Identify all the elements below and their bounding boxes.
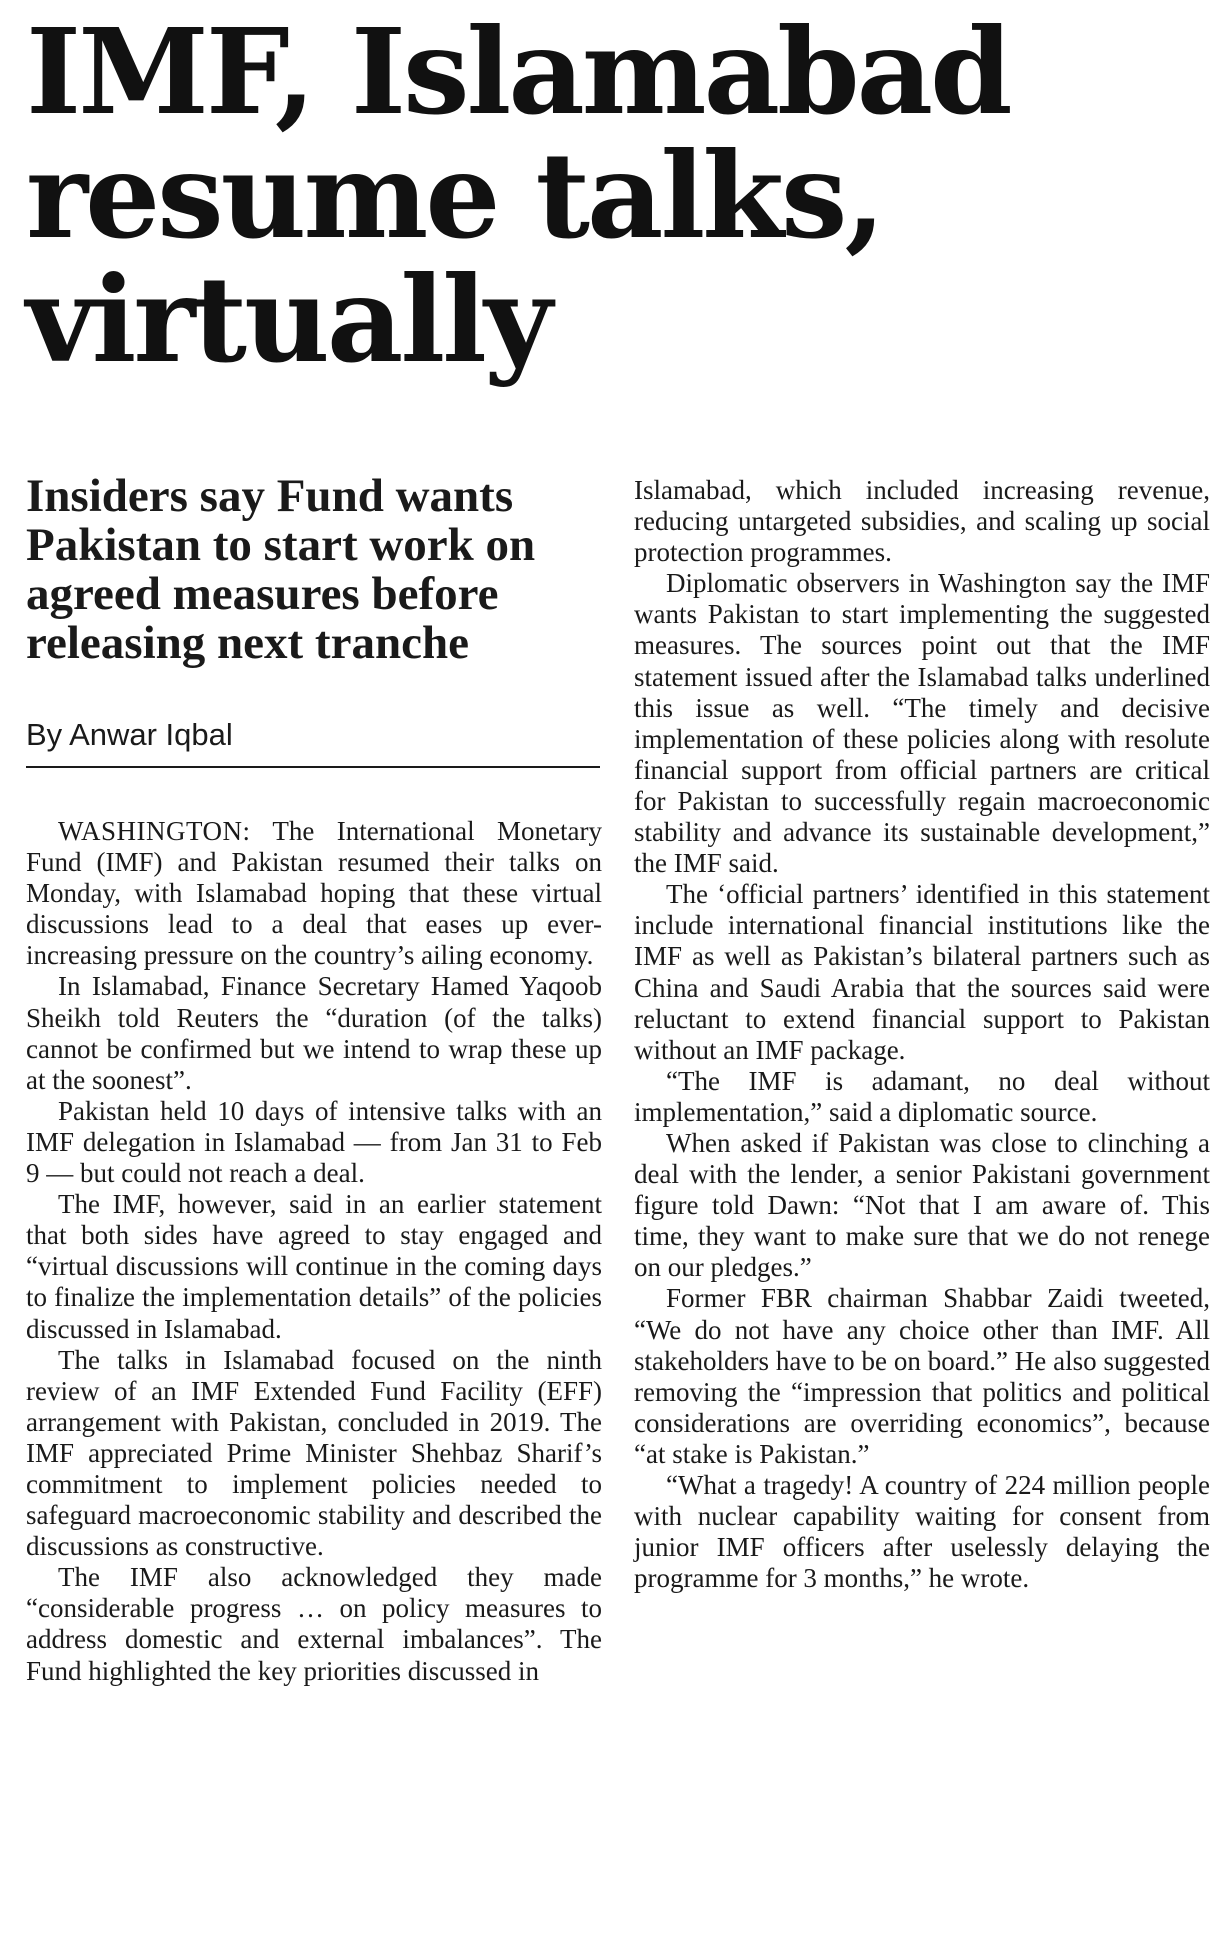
- dateline: WASHINGTON:: [58, 816, 251, 846]
- article-paragraph: “The IMF is adamant, no deal without implementation,” said a diplomatic source.: [634, 1065, 1210, 1127]
- subheadline: [26, 472, 606, 668]
- article-paragraph: Former FBR chairman Shabbar Zaidi tweeted, “We do not have any choice other than IMF. All stakeholders have to be on board.” He also suggested removing the “impression that politics and political considerations are overriding economics”, because “at stake is Pakistan.”: [634, 1283, 1210, 1469]
- headline-line: resume talks,: [26, 125, 883, 265]
- article-paragraph: The ‘official partners’ identified in this statement include international financial institutions like the IMF as well as Pakistan’s bilateral partners such as China and Saudi Arabia that the sources said were reluctant to extend financial support to Pakistan without an IMF package.: [634, 879, 1210, 1065]
- article-paragraph: The talks in Islamabad focused on the ninth review of an IMF Extended Fund Facility (EFF) arrangement with Pakistan, concluded in 2019. The IMF appreciated Prime Minister Shehbaz Sharif’s commitment to implement policies needed to safeguard macroeconomic stability and described the discussions as constructive.: [26, 1344, 602, 1562]
- article-paragraph: When asked if Pakistan was close to clinching a deal with the lender, a senior Pakistani government figure told Dawn: “Not that I am aware of. This time, they want to make sure that we do not renege on our pledges.”: [634, 1127, 1210, 1283]
- article-paragraph: The IMF, however, said in an earlier statement that both sides have agreed to stay engaged and “virtual discussions will continue in the coming days to finalize the implementation details” of the policies discussed in Islamabad.: [26, 1189, 602, 1344]
- article-paragraph: [26, 816, 602, 971]
- article-paragraph: The IMF also acknowledged they made “considerable progress … on policy measures to address domestic and external imbalances”. The Fund highlighted the key priorities discussed in: [26, 1562, 602, 1686]
- article-paragraph: “What a tragedy! A country of 224 million people with nuclear capability waiting for consent from junior IMF officers after uselessly delaying the programme for 3 months,” he wrote.: [634, 1470, 1210, 1594]
- byline: By Anwar Iqbal: [26, 716, 600, 768]
- article-paragraph: In Islamabad, Finance Secretary Hamed Yaqoob Sheikh told Reuters the “duration (of the talks) cannot be confirmed but we intend to wrap these up at the soonest”.: [26, 971, 602, 1095]
- article-column-2: [634, 475, 1210, 1945]
- headline-line: IMF, Islamabad: [26, 2, 1010, 141]
- paragraph-text: The International Monetary Fund (IMF) and Pakistan resumed their talks on Monday, with Islamabad hoping that these virtual discussions lead to a deal that eases up ever-increasing pressure on the country’s ailing economy.: [26, 816, 602, 971]
- subheadline-line: Insiders say Fund wants: [26, 470, 514, 522]
- subheadline-line: releasing next tranche: [26, 617, 469, 669]
- subheadline-line: Pakistan to start work on: [26, 519, 536, 571]
- headline-line: virtually: [26, 249, 550, 389]
- article-column-1: [26, 816, 602, 1946]
- subheadline-line: agreed measures before: [26, 568, 499, 620]
- article-paragraph: Pakistan held 10 days of intensive talks with an IMF delegation in Islamabad — from Jan 31 to Feb 9 — but could not reach a deal.: [26, 1095, 602, 1189]
- article-paragraph: Islamabad, which included increasing revenue, reducing untargeted subsidies, and scaling up social protection programmes.: [634, 475, 1210, 568]
- headline: [26, 2, 1206, 389]
- article-paragraph: Diplomatic observers in Washington say the IMF wants Pakistan to start implementing the suggested measures. The sources point out that the IMF statement issued after the Islamabad talks underlined this issue as well. “The timely and decisive implementation of these policies along with resolute financial support from official partners are critical for Pakistan to successfully regain macroeconomic stability and advance its sustainable development,” the IMF said.: [634, 568, 1210, 879]
